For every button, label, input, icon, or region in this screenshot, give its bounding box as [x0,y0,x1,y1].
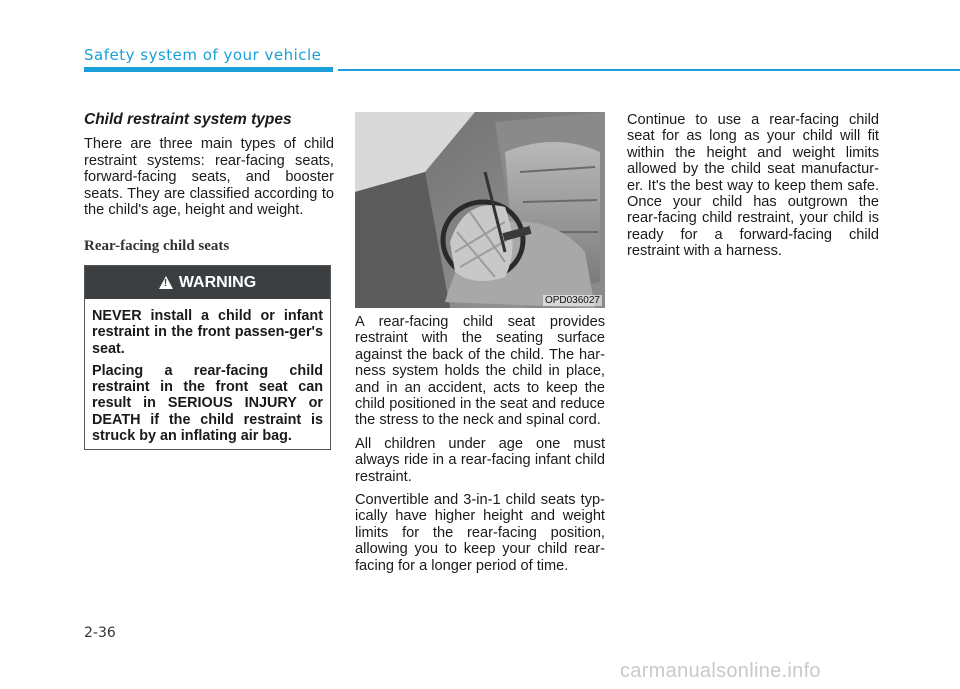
column-middle [355,314,605,581]
header-rule-thin [338,69,960,71]
subheading-rear-facing: Rear-facing child seats [84,238,230,254]
warning-triangle-icon: ! [159,276,173,289]
warning-body [85,299,330,444]
figure-code: OPD036027 [544,295,600,306]
intro-paragraph: There are three main types of child restraint systems: rear-facing seats, forward-facing seats, and booster seats. They are classified according to the child's age, height and weight. [84,136,334,219]
section-title: Safety system of your vehicle [84,46,322,64]
middle-paragraph-1: A rear-facing child seat provides restraint with the seating surface against the back of the child. The har-ness system holds the child in place, and in an accident, acts to keep the child positioned in the seat and reduce the stress to the neck and spinal cord. [355,314,605,429]
column-right [627,112,879,267]
watermark-text: carmanualsonline.info [620,660,821,682]
middle-paragraph-3: Convertible and 3-in-1 child seats typ-ically have higher height and weight limits for the rear-facing position, allowing you to keep your child rear-facing for a longer period of time. [355,492,605,574]
warning-title: WARNING [178,273,257,291]
heading-child-restraint-types: Child restraint system types [84,111,292,128]
rear-facing-seat-photo [355,112,605,308]
right-paragraph-1: Continue to use a rear-facing child seat for as long as your child will fit within the height and weight limits allowed by the child seat manufactur-er. It's the best way to keep them safe. Once your child has outgrown the rear-facing child restraint, your child is ready for a forward-facing child restraint with a harness. [627,112,879,260]
warning-box [84,265,331,450]
header-rule-thick [84,67,333,72]
column-left [84,112,334,225]
page-number: 2-36 [84,625,116,641]
warning-paragraph-1: NEVER install a child or infant restraint in the front passen-ger's seat. [92,308,323,357]
middle-paragraph-2: All children under age one must always ride in a rear-facing infant child restraint. [355,435,605,485]
warning-paragraph-2: Placing a rear-facing child restraint in the front seat can result in SERIOUS INJURY or DEATH if the child restraint is struck by an inflating air bag. [92,362,323,445]
warning-header [85,266,330,299]
car-interior-illustration [355,112,605,308]
